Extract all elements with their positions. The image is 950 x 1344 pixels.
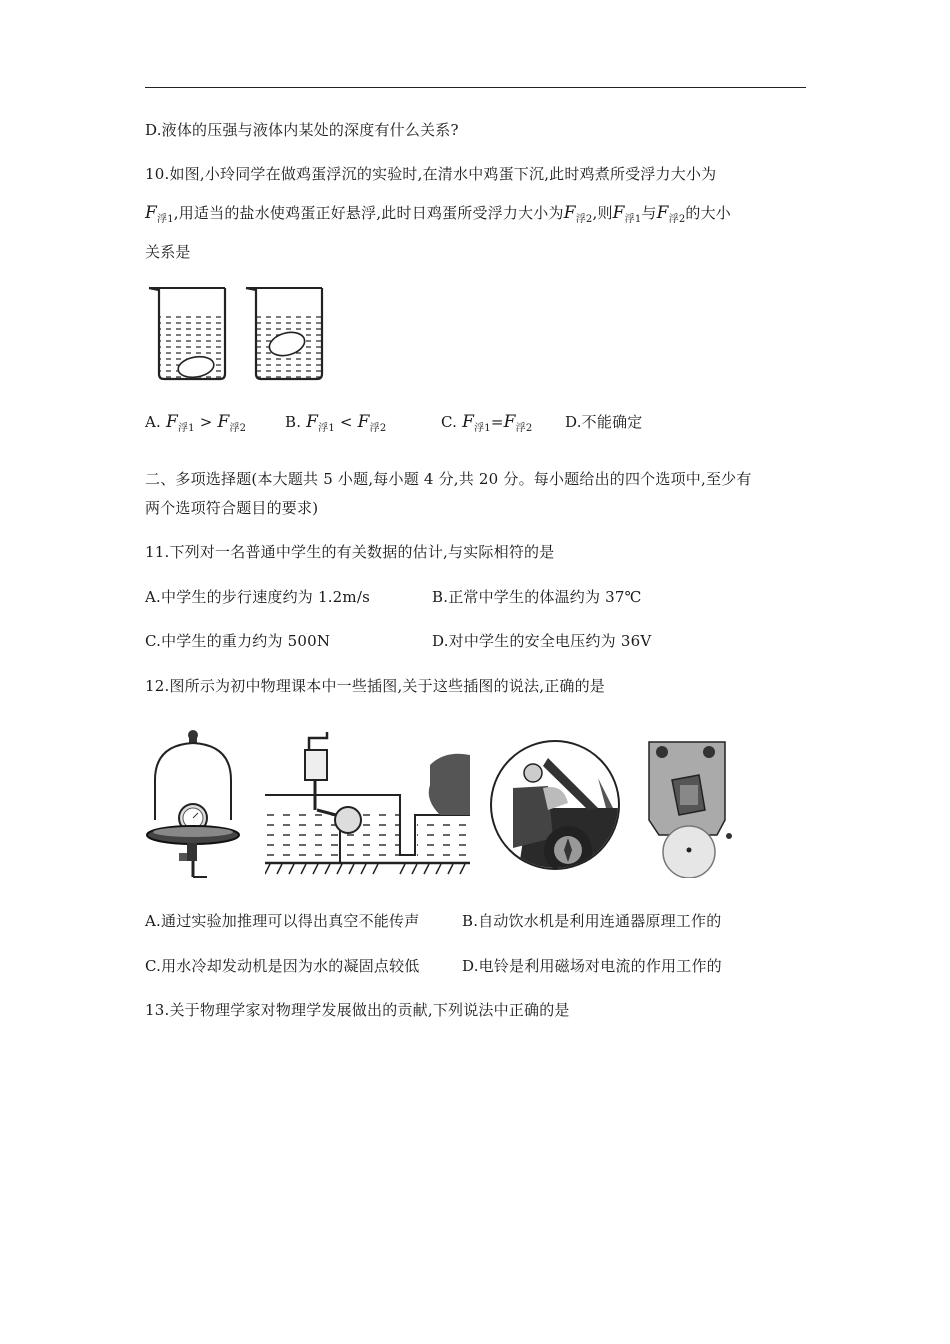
q11-option-c: C.中学生的重力约为 500N <box>145 632 331 650</box>
q10-stem-line2: $F_{浮1}$,用适当的盐水使鸡蛋正好悬浮,此时日鸡蛋所受浮力大小为$F_{浮2}$,则$F_{浮1}$与$F_{浮2}$的大小 <box>145 203 731 225</box>
beaker-left <box>149 288 225 380</box>
q11-stem: 11.下列对一名普通中学生的有关数据的估计,与实际相符的是 <box>145 543 555 561</box>
section2-heading-line1: 二、多项选择题(本大题共 5 小题,每小题 4 分,共 20 分。每小题给出的四个选项中,至少有 <box>145 470 752 488</box>
q10-stem-line3: 关系是 <box>145 243 191 261</box>
q10-option-d: D.不能确定 <box>565 413 643 431</box>
q12-stem: 12.图所示为初中物理课本中一些插图,关于这些插图的说法,正确的是 <box>145 677 605 695</box>
q10-option-c: C. $F_{浮1}=F_{浮2}$ <box>441 412 533 434</box>
q10-option-a: A. $F_{浮1} > F_{浮2}$ <box>145 412 247 434</box>
q11-option-d: D.对中学生的安全电压约为 36V <box>432 632 652 650</box>
q9-option-d: D.液体的压强与液体内某处的深度有什么关系? <box>145 121 459 139</box>
q12-option-a: A.通过实验加推理可以得出真空不能传声 <box>145 912 420 930</box>
force-symbol: F <box>145 203 157 223</box>
q12-option-d: D.电铃是利用磁场对电流的作用工作的 <box>462 957 722 975</box>
q12-option-c: C.用水冷却发动机是因为水的凝固点较低 <box>145 957 420 975</box>
header-rule <box>145 87 806 88</box>
q10-stem-line1: 10.如图,小玲同学在做鸡蛋浮沉的实验时,在清水中鸡蛋下沉,此时鸡煮所受浮力大小为 <box>145 165 717 183</box>
q13-stem: 13.关于物理学家对物理学发展做出的贡献,下列说法中正确的是 <box>145 1001 570 1019</box>
beakers-figure <box>145 284 330 384</box>
section2-heading-line2: 两个选项符合题目的要求) <box>145 499 319 517</box>
bell-jar-figure <box>143 725 248 885</box>
water-trough-figure <box>265 730 470 880</box>
beaker-right <box>246 288 322 379</box>
q12-option-b: B.自动饮水机是利用连通器原理工作的 <box>462 912 722 930</box>
q10-option-b: B. $F_{浮1} < F_{浮2}$ <box>285 412 387 434</box>
q11-option-b: B.正常中学生的体温约为 37℃ <box>432 588 642 606</box>
electric-bell-figure <box>647 740 747 878</box>
q11-option-a: A.中学生的步行速度约为 1.2m/s <box>145 588 370 606</box>
car-engine-cooling-figure <box>488 738 623 873</box>
